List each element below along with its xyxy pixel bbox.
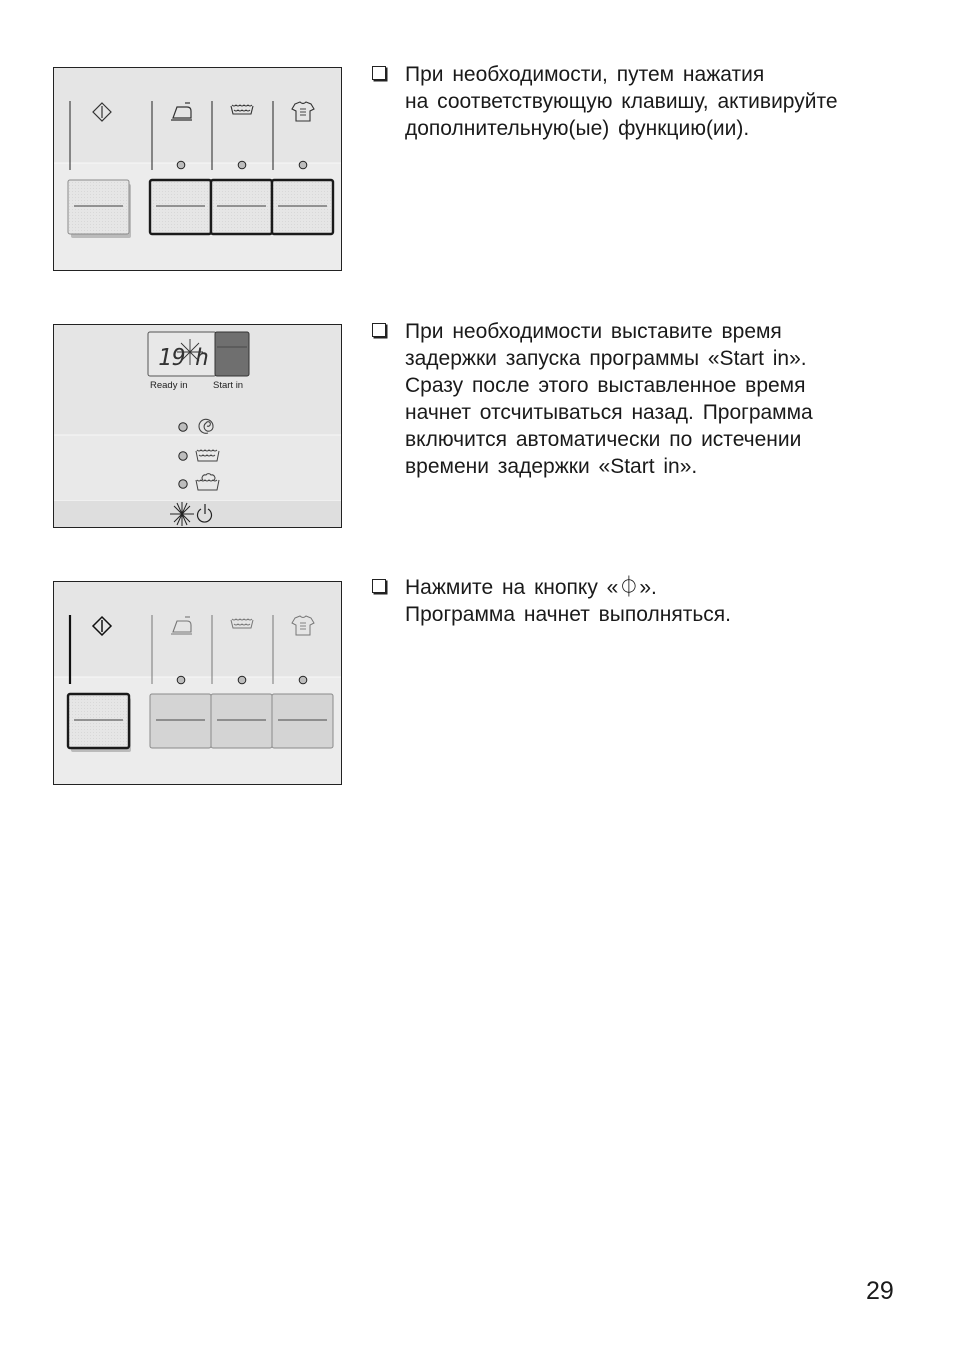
checkbox-icon — [372, 323, 386, 337]
easy-iron-icon — [171, 617, 192, 634]
shirt-icon — [292, 616, 314, 635]
led-rinse — [179, 452, 187, 460]
led-spin — [179, 423, 187, 431]
display-unit: h — [195, 345, 209, 371]
start-in-button[interactable] — [215, 332, 249, 376]
page-number: 29 — [866, 1277, 894, 1305]
shirt-button[interactable] — [272, 180, 333, 234]
checkbox-icon — [372, 66, 386, 80]
easy-iron-icon — [171, 103, 192, 120]
start-in-label: Start in — [213, 380, 244, 391]
step-3 — [372, 574, 912, 628]
water-plus-icon — [231, 619, 253, 628]
step-1-line-3: дополнительную(ые) функцию(ии). — [405, 117, 750, 140]
checkbox-icon — [372, 579, 386, 593]
start-button[interactable] — [68, 180, 131, 238]
led-water-plus — [238, 161, 246, 169]
display-digits: 19 — [158, 345, 186, 371]
ready-in-label: Ready in — [150, 380, 188, 391]
water-plus-button[interactable] — [211, 180, 272, 234]
led-iron — [177, 676, 185, 684]
led-water-plus — [238, 676, 246, 684]
step-2-line-1: При необходимости выставите время — [405, 320, 782, 343]
step-2-line-3: Сразу после этого выставленное время — [405, 374, 806, 397]
shirt-button[interactable] — [272, 694, 333, 748]
led-iron — [177, 161, 185, 169]
easy-iron-button[interactable] — [150, 180, 211, 234]
control-panel-display — [53, 324, 342, 528]
step-1 — [372, 61, 912, 142]
led-shirt — [299, 161, 307, 169]
shirt-icon — [292, 102, 314, 121]
step-2-line-5: включится автоматически по истечении — [405, 428, 802, 451]
time-display — [148, 332, 216, 376]
step-2-line-6: времени задержки «Start in». — [405, 455, 698, 478]
start-diamond-icon — [93, 617, 111, 635]
step-2-line-4: начнет отсчитываться назад. Программа — [405, 401, 813, 424]
step-1-line-1: При необходимости, путем нажатия — [405, 63, 765, 86]
start-diamond-icon — [93, 103, 111, 121]
step-3-line-1: Нажмите на кнопку «⏀». — [405, 576, 657, 599]
step-3-line-2: Программа начнет выполняться. — [405, 603, 731, 626]
led-wash — [179, 480, 187, 488]
spin-icon — [199, 419, 213, 433]
led-shirt — [299, 676, 307, 684]
easy-iron-button[interactable] — [150, 694, 211, 748]
step-2 — [372, 318, 912, 480]
start-button[interactable] — [68, 694, 131, 752]
water-plus-button[interactable] — [211, 694, 272, 748]
control-panel-start — [53, 581, 342, 785]
water-plus-icon — [231, 105, 253, 114]
step-1-line-2: на соответствующую клавишу, активируйте — [405, 90, 838, 113]
step-2-line-2: задержки запуска программы «Start in». — [405, 347, 807, 370]
control-panel-options — [53, 67, 342, 271]
